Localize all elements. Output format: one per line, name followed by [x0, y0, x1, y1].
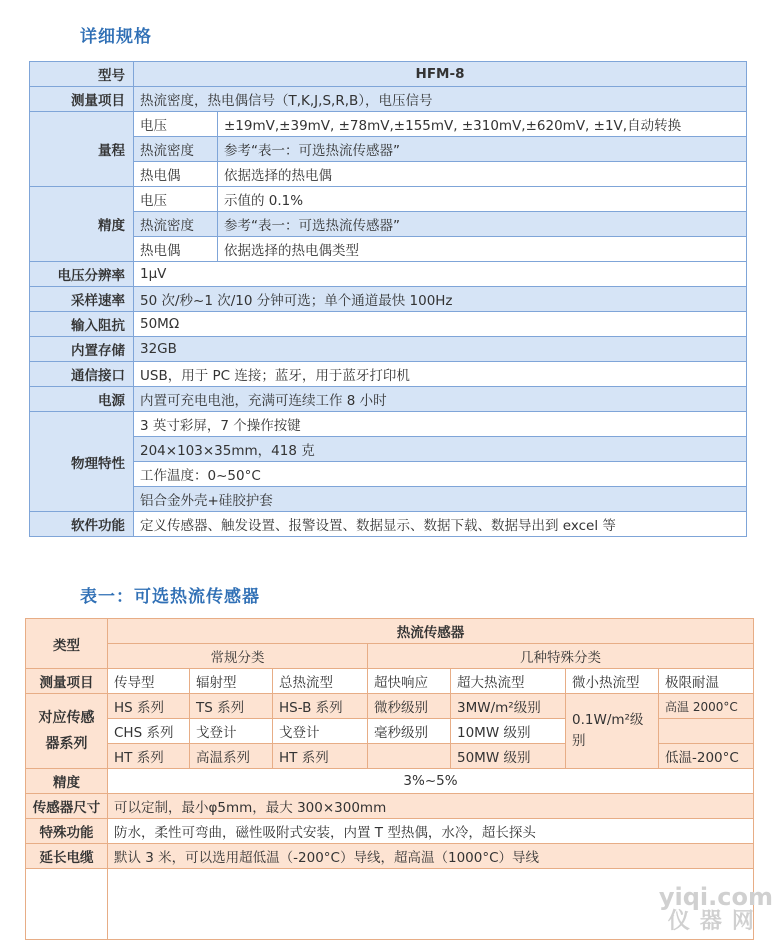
range-value: ±19mV,±39mV, ±78mV,±155mV, ±310mV,±620mV, ±1V,自动转换 — [218, 112, 747, 137]
measure-item: 传导型 — [108, 669, 190, 694]
physical-value: 铝合金外壳+硅胶护套 — [134, 487, 747, 512]
range-name: 电压 — [134, 112, 218, 137]
range-value: 依据选择的热电偶 — [218, 162, 747, 187]
group-label: 热流传感器 — [108, 619, 754, 644]
size-label: 传感器尺寸 — [26, 794, 108, 819]
series-cell: 微秒级别 — [368, 694, 451, 719]
impedance-label: 输入阻抗 — [30, 312, 134, 337]
spec-table — [29, 61, 747, 537]
measure-item: 极限耐温 — [659, 669, 754, 694]
series-cell: 50MW 级别 — [451, 744, 566, 769]
series-cell: HS-B 系列 — [273, 694, 368, 719]
accuracy-value: 参考“表一：可选热流传感器” — [218, 212, 747, 237]
cable-label: 延长电缆 — [26, 844, 108, 869]
type-label: 类型 — [26, 619, 108, 669]
series-cell: 毫秒级别 — [368, 719, 451, 744]
watermark-line1: yiqi.com — [658, 883, 773, 911]
interface-label: 通信接口 — [30, 362, 134, 387]
measure-item: 总热流型 — [273, 669, 368, 694]
accuracy-value: 依据选择的热电偶类型 — [218, 237, 747, 262]
series-label: 对应传感器系列 — [26, 694, 108, 769]
tiny-heatflux-value: 0.1W/m²级别 — [566, 694, 659, 769]
regular-label: 常规分类 — [108, 644, 368, 669]
power-value: 内置可充电电池，充满可连续工作 8 小时 — [134, 387, 747, 412]
accuracy-name: 热流密度 — [134, 212, 218, 237]
accuracy-value: 示值的 0.1% — [218, 187, 747, 212]
series-cell: 戈登计 — [190, 719, 273, 744]
software-label: 软件功能 — [30, 512, 134, 537]
measure-item: 超快响应 — [368, 669, 451, 694]
measure-label: 测量项目 — [26, 669, 108, 694]
watermark — [659, 884, 773, 934]
extreme-low-value: 低温-200°C — [659, 744, 754, 769]
model-value: HFM-8 — [134, 62, 747, 87]
sensor-accuracy-label: 精度 — [26, 769, 108, 794]
features-label: 特殊功能 — [26, 819, 108, 844]
sensor-accuracy-value: 3%~5% — [108, 769, 754, 794]
accuracy-name: 热电偶 — [134, 237, 218, 262]
watermark-line2: 仪器网 — [667, 909, 764, 934]
range-label: 量程 — [30, 112, 134, 187]
physical-value: 3 英寸彩屏，7 个操作按键 — [134, 412, 747, 437]
series-cell: HT 系列 — [108, 744, 190, 769]
resolution-value: 1μV — [134, 262, 747, 287]
physical-value: 工作温度：0~50°C — [134, 462, 747, 487]
storage-value: 32GB — [134, 337, 747, 362]
series-cell — [368, 744, 451, 769]
size-value: 可以定制，最小φ5mm，最大 300×300mm — [108, 794, 754, 819]
measure-item: 微小热流型 — [566, 669, 659, 694]
series-cell: HT 系列 — [273, 744, 368, 769]
interface-value: USB，用于 PC 连接；蓝牙，用于蓝牙打印机 — [134, 362, 747, 387]
series-cell: 3MW/m²级别 — [451, 694, 566, 719]
empty-cell — [108, 869, 754, 940]
sensor-heading: 表一：可选热流传感器 — [80, 587, 260, 607]
series-cell: HS 系列 — [108, 694, 190, 719]
range-value: 参考“表一：可选热流传感器” — [218, 137, 747, 162]
impedance-value: 50MΩ — [134, 312, 747, 337]
power-label: 电源 — [30, 387, 134, 412]
series-cell: CHS 系列 — [108, 719, 190, 744]
sampling-label: 采样速率 — [30, 287, 134, 312]
measure-item: 超大热流型 — [451, 669, 566, 694]
software-value: 定义传感器、触发设置、报警设置、数据显示、数据下载、数据导出到 excel 等 — [134, 512, 747, 537]
extreme-high-value: 高温 2000°C — [659, 694, 754, 719]
special-label: 几种特殊分类 — [368, 644, 754, 669]
series-cell: 10MW 级别 — [451, 719, 566, 744]
storage-label: 内置存储 — [30, 337, 134, 362]
physical-label: 物理特性 — [30, 412, 134, 512]
accuracy-label: 精度 — [30, 187, 134, 262]
empty-cell — [26, 869, 108, 940]
physical-value: 204×103×35mm，418 克 — [134, 437, 747, 462]
extreme-empty — [659, 719, 754, 744]
spec-heading: 详细规格 — [80, 27, 152, 47]
sampling-value: 50 次/秒~1 次/10 分钟可选；单个通道最快 100Hz — [134, 287, 747, 312]
measure-item: 辐射型 — [190, 669, 273, 694]
resolution-label: 电压分辨率 — [30, 262, 134, 287]
accuracy-name: 电压 — [134, 187, 218, 212]
items-value: 热流密度，热电偶信号（T,K,J,S,R,B），电压信号 — [134, 87, 747, 112]
model-label: 型号 — [30, 62, 134, 87]
range-name: 热电偶 — [134, 162, 218, 187]
series-cell: 戈登计 — [273, 719, 368, 744]
items-label: 测量项目 — [30, 87, 134, 112]
features-value: 防水，柔性可弯曲，磁性吸附式安装，内置 T 型热偶，水冷，超长探头 — [108, 819, 754, 844]
series-cell: TS 系列 — [190, 694, 273, 719]
cable-value: 默认 3 米，可以选用超低温（-200°C）导线，超高温（1000°C）导线 — [108, 844, 754, 869]
sensor-table — [25, 618, 754, 940]
series-cell: 高温系列 — [190, 744, 273, 769]
range-name: 热流密度 — [134, 137, 218, 162]
